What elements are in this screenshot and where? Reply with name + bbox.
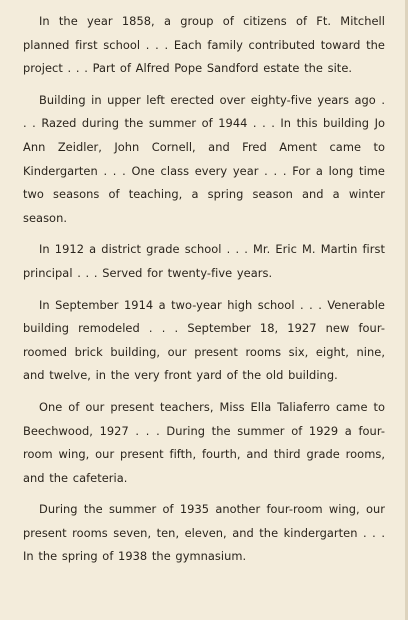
paragraph-1858: In the year 1858, a group of citizens of Ft. Mitchell planned first school . . . Each family contributed toward the project . . . Part of Alfred Pope Sandford estate the site. — [23, 14, 385, 76]
paragraph-first-building: Building in upper left erected over eighty-five years ago . . . Razed during the summer of 1944 . . . In this building Jo Ann Zeidler, John Cornell, and Fred Ament came to Kindergarten . . . One class every year . . . For a long time two seasons of teaching, a spring season and a winter season. — [23, 92, 385, 225]
body-text — [23, 10, 385, 577]
paragraph-1935: During the summer of 1935 another four-room wing, our present rooms seven, ten, eleven, and the kindergarten . . . In the spring of 1938 the gymnasium. — [23, 502, 385, 564]
paragraph-1912: In 1912 a district grade school . . . Mr. Eric M. Martin first principal . . . Served for twenty-five years. — [23, 242, 385, 280]
paragraph-1927: One of our present teachers, Miss Ella Taliaferro came to Beechwood, 1927 . . . During the summer of 1929 a four-room wing, our present fifth, fourth, and third grade rooms, and the cafeteria. — [23, 399, 385, 485]
paragraph-1914: In September 1914 a two-year high school . . . Venerable building remodeled . . . September 18, 1927 new four-roomed brick building, our present rooms six, eight, nine, and twelve, in the very front yard of the old building. — [23, 297, 385, 383]
